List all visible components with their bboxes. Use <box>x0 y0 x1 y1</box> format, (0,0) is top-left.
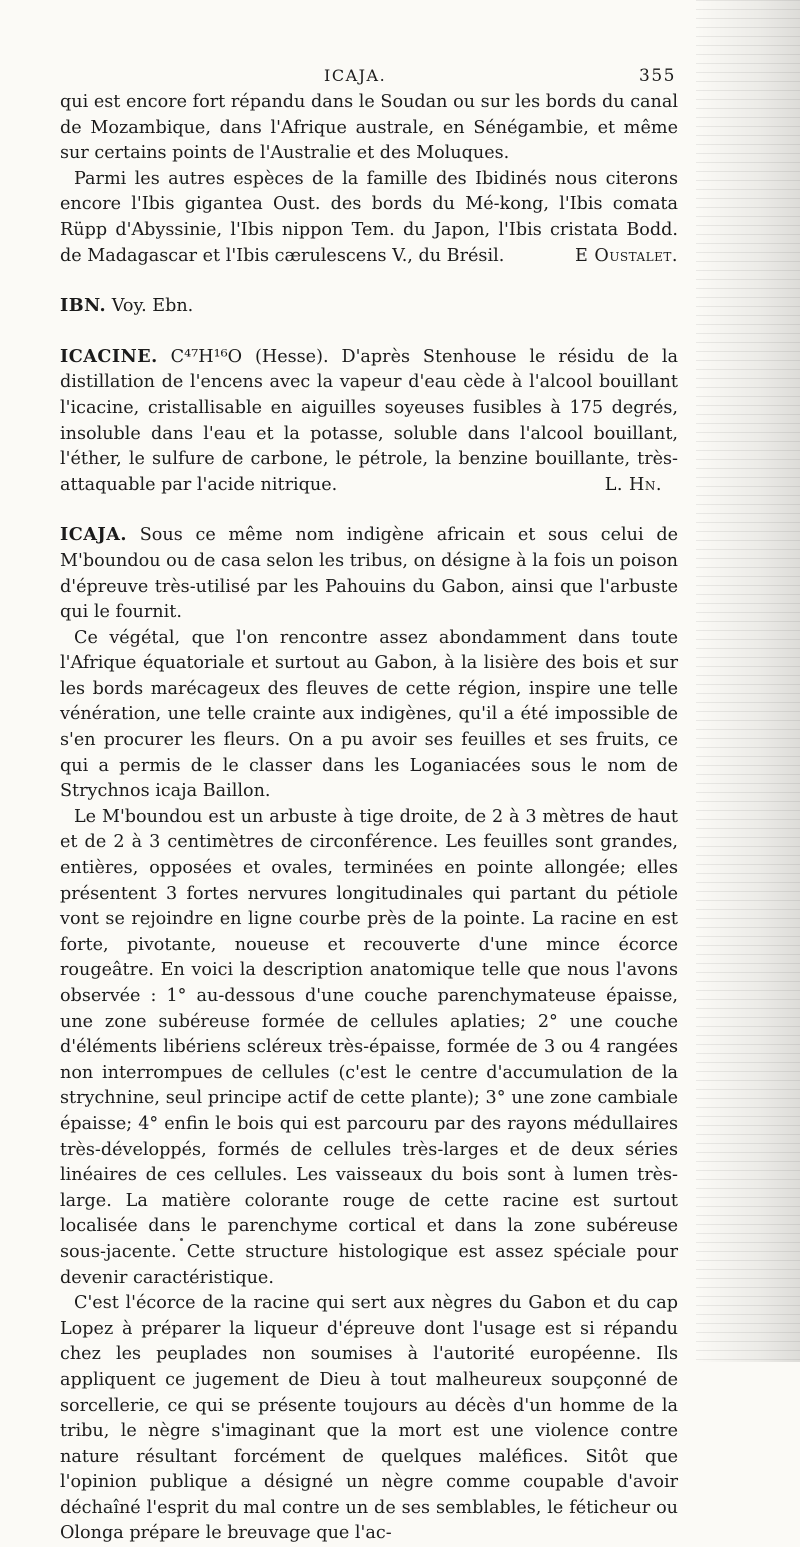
entry-icaja <box>60 522 678 625</box>
ibis-species-text: Parmi les autres espèces de la famille des Ibidinés nous citerons encore l'Ibis gigantea Oust. des bords du Mé-kong, l'Ibis comata Rüpp d'Abyssinie, l'Ibis nippon Tem. du Japon, l'Ibis cristata Bodd. de Madagascar et l'Ibis cærulescens V., du Brésil. <box>60 168 678 266</box>
body-text <box>60 90 678 1547</box>
entry-headword: ICAJA. <box>60 524 127 546</box>
entry-headword: ICACINE. <box>60 345 158 367</box>
entry-text: C⁴⁷H¹⁶O (Hesse). D'après Stenhouse le résidu de la distillation de l'encens avec la vapeur d'eau cède à l'alcool bouillant l'icacine, cristallisable en aiguilles soyeuses fusibles à 175 degrés, insoluble dans l'eau et la potasse, soluble dans l'alcool bouillant, l'éther, le sulfure de carbone, le pétrole, la benzine bouillante, très-attaquable par l'acide nitrique. <box>60 346 679 495</box>
paragraph-ibis-species <box>60 167 678 269</box>
page-number: 355 <box>639 66 676 86</box>
author-signature: L. Hn. <box>604 474 662 495</box>
paragraph-vegetal: Ce végétal, que l'on rencontre assez abondamment dans toute l'Afrique équatoriale et surtout au Gabon, à la lisière des bois et sur les bords marécageux des fleuves de cette région, inspire une telle vénération, une telle crainte aux indigènes, qu'il a été impossible de s'en procurer les fleurs. On a pu avoir ses feuilles et ses fruits, ce qui a permis de le classer dans les Loganiacées sous le nom de Strychnos icaja Baillon. <box>60 627 678 802</box>
entry-headword: IBN. <box>60 295 107 317</box>
print-speck <box>180 1238 183 1241</box>
book-page <box>60 62 678 1547</box>
running-title: ICAJA. <box>324 66 387 85</box>
entry-text: Sous ce même nom indigène africain et sous celui de M'boundou ou de casa selon les tribus, on désigne à la fois un poison d'épreuve très-utilisé par les Pahouins du Gabon, ainsi que l'arbuste qui le fournit. <box>60 525 679 623</box>
paragraph-description: Le M'boundou est un arbuste à tige droite, de 2 à 3 mètres de haut et de 2 à 3 centimètres de circonférence. Les feuilles sont grandes, entières, opposées et ovales, terminées en pointe allongée; elles présentent 3 fortes nervures longitudinales qui partant du pétiole vont se rejoindre en ligne courbe près de la pointe. La racine en est forte, pivotante, noueuse et recouverte d'une mince écorce rougeâtre. En voici la description anatomique telle que nous l'avons observée : 1° au-dessous d'une couche parenchymateuse épaisse, une zone subéreuse formée de cellules aplaties; 2° une couche d'éléments libériens scléreux très-épaisse, formée de 3 ou 4 rangées non interrompues de cellules (c'est le centre d'accumulation de la strychnine, seul principe actif de cette plante); 3° une zone cambiale épaisse; 4° enfin le bois qui est parcouru par des rayons médullaires très-développés, formés de cellules très-larges et de deux séries linéaires de ces cellules. Les vaisseaux du bois sont à lumen très-large. La matière colorante rouge de cette racine est surtout localisée dans le parenchyme cortical et dans la zone subéreuse sous-jacente. Cette structure histologique est assez spéciale pour devenir caractéristique. <box>60 806 678 1288</box>
running-head <box>60 62 678 90</box>
paragraph-ibis-range: qui est encore fort répandu dans le Soudan ou sur les bords du canal de Mozambique, dans l'Afrique australe, en Sénégambie, et même sur certains points de l'Australie et des Moluques. <box>60 92 678 164</box>
entry-icacine <box>60 344 678 499</box>
entry-text: Voy. Ebn. <box>111 296 194 317</box>
paragraph-usage: C'est l'écorce de la racine qui sert aux nègres du Gabon et du cap Lopez à préparer la liqueur d'épreuve dont l'usage est si répandu chez les peuplades non soumises à l'autorité européenne. Ils appliquent ce jugement de Dieu à tout malheureux soupçonné de sorcellerie, ce qui se présente toujours au décès d'un homme de la tribu, le nègre s'imaginant que la mort est une violence contre nature résultant forcément de quelques maléfices. Sitôt que l'opinion publique a désigné un nègre comme coupable d'avoir déchaîné l'esprit du mal contre un de ses semblables, le féticheur ou Olonga prépare le breuvage que l'ac- <box>60 1293 678 1544</box>
page-edge-shadow <box>696 0 800 1362</box>
author-signature: E Oustalet. <box>574 245 678 266</box>
entry-ibn <box>60 293 678 320</box>
